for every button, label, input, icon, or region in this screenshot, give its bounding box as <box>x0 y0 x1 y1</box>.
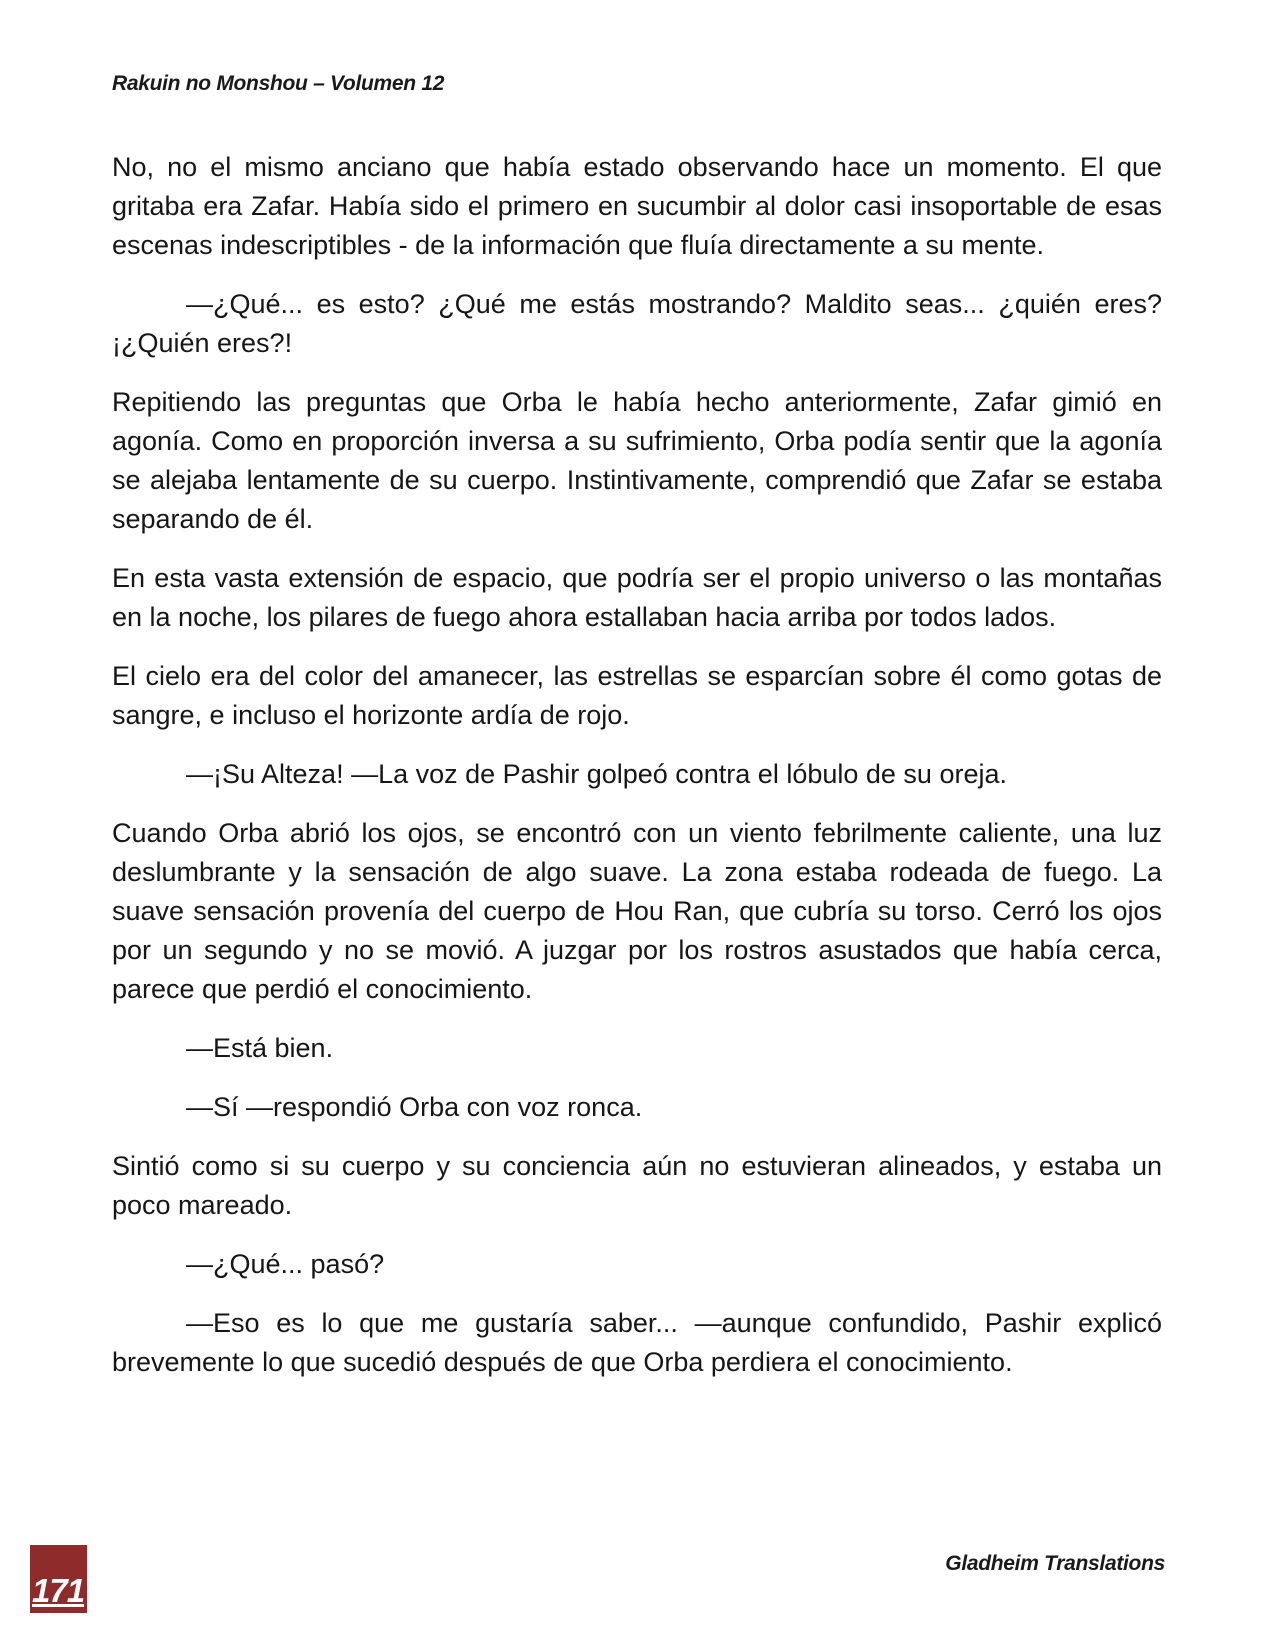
paragraph: Sintió como si su cuerpo y su conciencia aún no estuvieran alineados, y estaba un poco mareado. <box>112 1151 1162 1220</box>
paragraph: En esta vasta extensión de espacio, que podría ser el propio universo o las montañas en la noche, los pilares de fuego ahora estallaban hacia arriba por todos lados. <box>112 563 1162 632</box>
dialogue-paragraph: —¿Qué... pasó? <box>186 1249 385 1279</box>
running-header: Rakuin no Monshou – Volumen 12 <box>112 72 445 95</box>
page-number: 171 <box>32 1572 85 1609</box>
dialogue-paragraph: —¡Su Alteza! —La voz de Pashir golpeó contra el lóbulo de su oreja. <box>186 759 1007 789</box>
paragraph: Cuando Orba abrió los ojos, se encontró con un viento febrilmente caliente, una luz deslumbrante y la sensación de algo suave. La zona estaba rodeada de fuego. La suave sensación provenía del cuerpo de Hou Ran, que cubría su torso. Cerró los ojos por un segundo y no se movió. A juzgar por los rostros asustados que había cerca, parece que perdió el conocimiento. <box>112 818 1162 1004</box>
dialogue-paragraph: —Sí —respondió Orba con voz ronca. <box>186 1092 643 1122</box>
dialogue-paragraph: —Eso es lo que me gustaría saber... —aunque confundido, Pashir explicó brevemente lo que sucedió después de que Orba perdiera el conocimiento. <box>112 1308 1162 1377</box>
paragraph: No, no el mismo anciano que había estado observando hace un momento. El que gritaba era Zafar. Había sido el primero en sucumbir al dolor casi insoportable de esas escenas indescriptibles - de la información que fluía directamente a su mente. <box>112 152 1162 260</box>
body-text <box>112 148 1162 1402</box>
dialogue-paragraph: —Está bien. <box>186 1033 334 1063</box>
footer-credit: Gladheim Translations <box>945 1552 1165 1575</box>
paragraph: El cielo era del color del amanecer, las estrellas se esparcían sobre él como gotas de sangre, e incluso el horizonte ardía de rojo. <box>112 661 1162 730</box>
dialogue-paragraph: —¿Qué... es esto? ¿Qué me estás mostrando? Maldito seas... ¿quién eres? ¡¿Quién eres?! <box>112 289 1162 358</box>
paragraph: Repitiendo las preguntas que Orba le había hecho anteriormente, Zafar gimió en agonía. Como en proporción inversa a su sufrimiento, Orba podía sentir que la agonía se alejaba lentamente de su cuerpo. Instintivamente, comprendió que Zafar se estaba separando de él. <box>112 387 1162 534</box>
